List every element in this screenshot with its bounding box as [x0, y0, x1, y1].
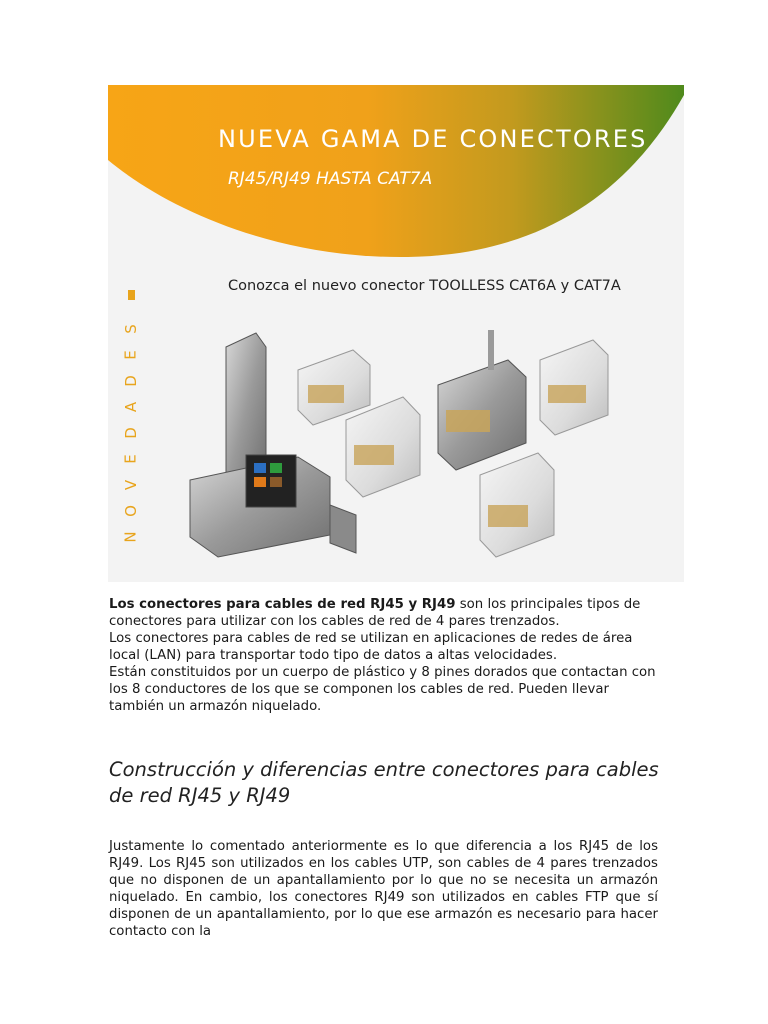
- side-letter: O: [122, 505, 140, 517]
- section-heading: Construcción y diferencias entre conectores para cables de red RJ45 y RJ49: [109, 758, 659, 807]
- rj45-connector: [540, 340, 608, 435]
- side-letter: E: [121, 454, 140, 464]
- intro-line-3: Están constituidos por un cuerpo de plástico y 8 pines dorados que contactan con los 8 conductores de los que se componen los cables de red. Pueden llevar también un armazón niquelado.: [109, 665, 656, 714]
- intro-bold-lead: Los conectores para cables de red RJ45 y RJ49: [109, 597, 456, 612]
- side-letter: V: [121, 479, 140, 491]
- section-body: Justamente lo comentado anteriormente es lo que diferencia a los RJ45 de los RJ49. Los RJ45 son utilizados en los cables UTP, son cables de 4 pares trenzados que no disponen de un apantallamiento por lo que no se necesita un armazón niquelado. En cambio, los conectores RJ49 son utilizados en cables FTP que sí disponen de un apantallamiento, por lo que ese armazón es necesario para hacer contacto con la: [109, 839, 658, 939]
- side-letter: D: [122, 375, 140, 387]
- rj45-connector: [480, 453, 554, 557]
- connectors-photo: [108, 85, 684, 582]
- side-letter: E: [121, 350, 140, 360]
- banner-subtitle: RJ45/RJ49 HASTA CAT7A: [228, 169, 433, 189]
- side-letter: N: [121, 531, 140, 543]
- intro-line-2: Los conectores para cables de red se utilizan en aplicaciones de redes de área local (LAN) para transportar todo tipo de datos a altas velocidades.: [109, 631, 633, 663]
- side-letter: D: [122, 427, 140, 439]
- side-letter: S: [122, 324, 140, 334]
- intro-paragraph: [109, 596, 658, 715]
- rj49-shielded-connector: [438, 330, 526, 470]
- rj45-connector: [298, 350, 370, 425]
- rj45-connector: [346, 397, 420, 497]
- banner-image: [108, 85, 684, 582]
- intro-lead-rest: son los principales tipos de conectores para utilizar con los cables de red de 4 pares trenzados.: [109, 597, 641, 629]
- banner-tagline: Conozca el nuevo conector TOOLLESS CAT6A y CAT7A: [228, 278, 621, 294]
- side-letter: A: [121, 401, 140, 413]
- banner-title: NUEVA GAMA DE CONECTORES: [218, 125, 648, 153]
